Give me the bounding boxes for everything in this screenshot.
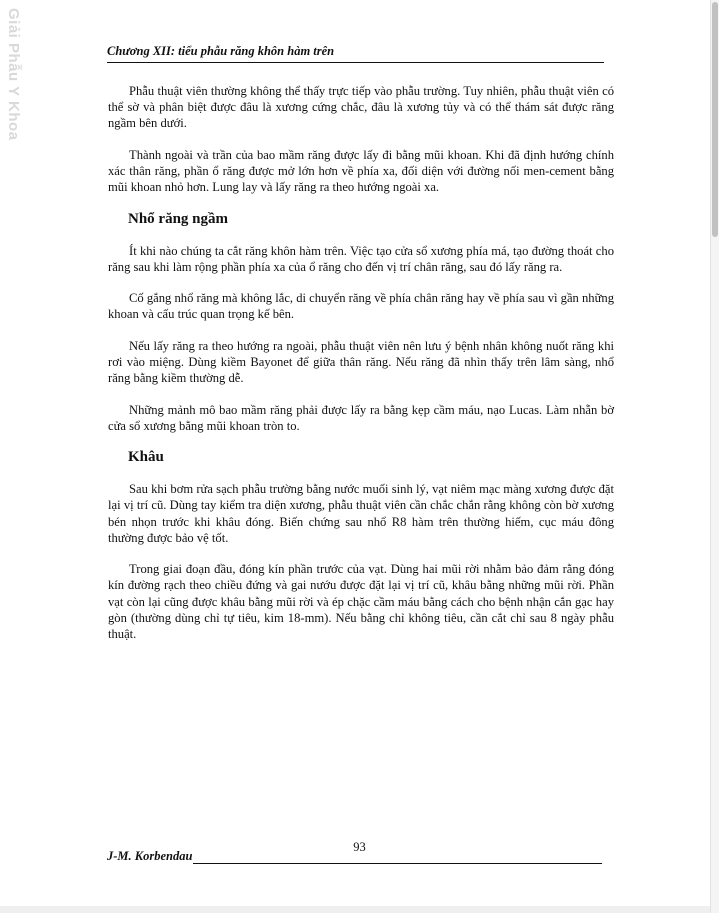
footer-author: J-M. Korbendau <box>107 849 193 863</box>
page-number: 93 <box>353 840 366 854</box>
paragraph: Những mảnh mô bao mầm răng phải được lấy ra bằng kẹp cầm máu, nạo Lucas. Làm nhẵn bờ cửa sổ xương bằng mũi khoan tròn to. <box>108 402 614 433</box>
sidebar-watermark <box>0 0 40 913</box>
section-heading-suture: Khâu <box>128 449 164 466</box>
page-header <box>107 42 604 63</box>
paragraph: Nếu lấy răng ra theo hướng ra ngoài, phẫu thuật viên nên lưu ý bệnh nhân không nuốt răng khi rơi vào miệng. Dùng kiềm Bayonet để giữa thân răng. Nếu răng đã nhìn thấy trên lâm sàng, nhổ răng bằng kiềm thường dễ. <box>108 338 614 386</box>
paragraph: Cố gắng nhổ răng mà không lắc, di chuyển răng về phía chân răng hay về phía sau vì gần những khoan và cấu trúc quan trọng kế bên. <box>108 291 614 322</box>
paragraph: Sau khi bơm rửa sạch phẫu trường bằng nước muối sinh lý, vạt niêm mạc màng xương được đặt lại vị trí cũ. Dùng tay kiểm tra diện xương, phẫu thuật viên cần chắc chắn rằng không còn bờ xương bén nhọn trước khi khâu đóng. Biến chứng sau nhổ R8 hàm trên thường hiếm, cục máu đông thường được bảo vệ tốt. <box>108 482 614 545</box>
paragraph: Trong giai đoạn đầu, đóng kín phần trước của vạt. Dùng hai mũi rời nhằm bảo đảm rằng đóng kín đường rạch theo chiều đứng và gai nướu được đặt lại vị trí cũ, khâu bằng những mũi rời. Phần vạt còn lại cũng được khâu bằng mũi rời và ép chặc cầm máu bằng cách cho bệnh nhận cắn gạc hay gòn (thường dùng chỉ tự tiêu, kim 18-mm). Nếu bằng chỉ không tiêu, cần cắt chỉ sau 8 ngày phẫu thuật. <box>108 562 614 641</box>
page-bottom-edge <box>0 906 711 913</box>
page-content <box>108 83 614 642</box>
vertical-scrollbar[interactable] <box>710 0 719 913</box>
paragraph: Phẫu thuật viên thường không thể thấy trực tiếp vào phẫu trường. Tuy nhiên, phẫu thuật viên có thể sờ và phân biệt được đâu là xương cứng chắc, đâu là xương tủy và có thể thám sát được răng ngầm bên dưới. <box>108 84 614 131</box>
section-heading-extraction: Nhổ răng ngầm <box>128 210 229 227</box>
scrollbar-thumb[interactable] <box>712 2 718 237</box>
chapter-title: Chương XII: tiểu phẫu răng khôn hàm trên <box>107 44 335 58</box>
page-footer <box>107 849 602 864</box>
footer-rule <box>193 849 602 864</box>
paragraph: Thành ngoài và trần của bao mầm răng được lấy đi bằng mũi khoan. Khi đã định hướng chính xác thân răng, phần ổ răng được mở lớn hơn về phía xa, đối diện với đường nối men-cement bằng mũi khoan nhỏ hơn. Lung lay và lấy răng ra theo hướng ngoài xa. <box>108 147 614 195</box>
watermark-text: Giải Phẫu Y Khoa <box>5 8 22 141</box>
paragraph: Ít khi nào chúng ta cắt răng khôn hàm trên. Việc tạo cửa sổ xương phía má, tạo đường thoát cho răng sau khi làm rộng phần phía xa của ổ răng cho đến vị trí chân răng, sau đó lấy răng ra. <box>108 243 614 274</box>
